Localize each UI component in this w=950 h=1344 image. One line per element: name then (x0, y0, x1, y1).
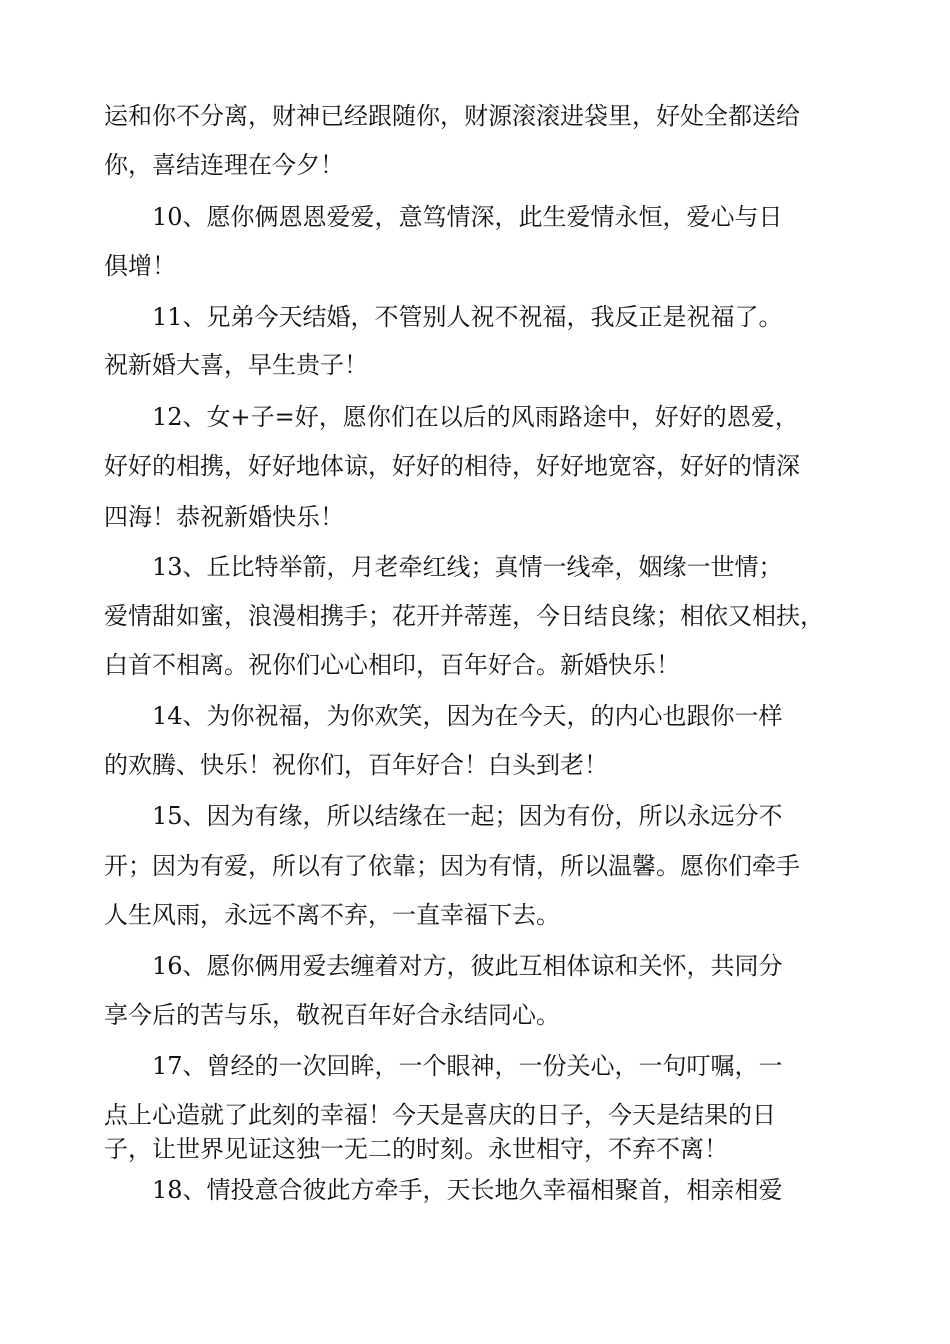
paragraph-18-line: 18、情投意合彼此方牵手，天长地久幸福相聚首，相亲相爱 (152, 1176, 783, 1204)
text-line: 点上心造就了此刻的幸福！今天是喜庆的日子，今天是结果的日 (104, 1101, 776, 1129)
text-line: 四海！恭祝新婚快乐！ (104, 503, 344, 531)
text-line: 俱增！ (104, 252, 176, 280)
paragraph-11-line: 11、兄弟今天结婚，不管别人祝不祝福，我反正是祝福了。 (152, 303, 783, 331)
text-line: 开；因为有爱，所以有了依靠；因为有情，所以温馨。愿你们牵手 (104, 852, 800, 880)
text-line: 运和你不分离，财神已经跟随你，财源滚滚进袋里，好处全都送给 (104, 102, 800, 130)
text-line: 子，让世界见证这独一无二的时刻。永世相守，不弃不离！ (104, 1135, 728, 1163)
paragraph-14-line: 14、为你祝福，为你欢笑，因为在今天，的内心也跟你一样 (152, 702, 783, 730)
paragraph-13-line: 13、丘比特举箭，月老牵红线；真情一线牵，姻缘一世情； (152, 553, 783, 581)
paragraph-17-line: 17、曾经的一次回眸，一个眼神，一份关心，一句叮嘱，一 (152, 1052, 783, 1080)
paragraph-10-line: 10、愿你俩恩恩爱爱，意笃情深，此生爱情永恒，爱心与日 (152, 203, 783, 231)
text-line: 的欢腾、快乐！祝你们，百年好合！白头到老！ (104, 751, 608, 779)
text-line: 人生风雨，永远不离不弃，一直幸福下去。 (104, 901, 560, 929)
text-line: 祝新婚大喜，早生贵子！ (104, 351, 368, 379)
paragraph-15-line: 15、因为有缘，所以结缘在一起；因为有份，所以永远分不 (152, 802, 783, 830)
paragraph-12-line: 12、女+子=好，愿你们在以后的风雨路途中，好好的恩爱， (152, 403, 799, 431)
paragraph-16-line: 16、愿你俩用爱去缠着对方，彼此互相体谅和关怀，共同分 (152, 952, 783, 980)
text-line: 你，喜结连理在今夕！ (104, 151, 344, 179)
text-line: 爱情甜如蜜，浪漫相携手；花开并蒂莲，今日结良缘；相依又相扶， (104, 602, 824, 630)
text-line: 白首不相离。祝你们心心相印，百年好合。新婚快乐！ (104, 651, 680, 679)
text-line: 享今后的苦与乐，敬祝百年好合永结同心。 (104, 1001, 560, 1029)
text-line: 好好的相携，好好地体谅，好好的相待，好好地宽容，好好的情深 (104, 452, 800, 480)
